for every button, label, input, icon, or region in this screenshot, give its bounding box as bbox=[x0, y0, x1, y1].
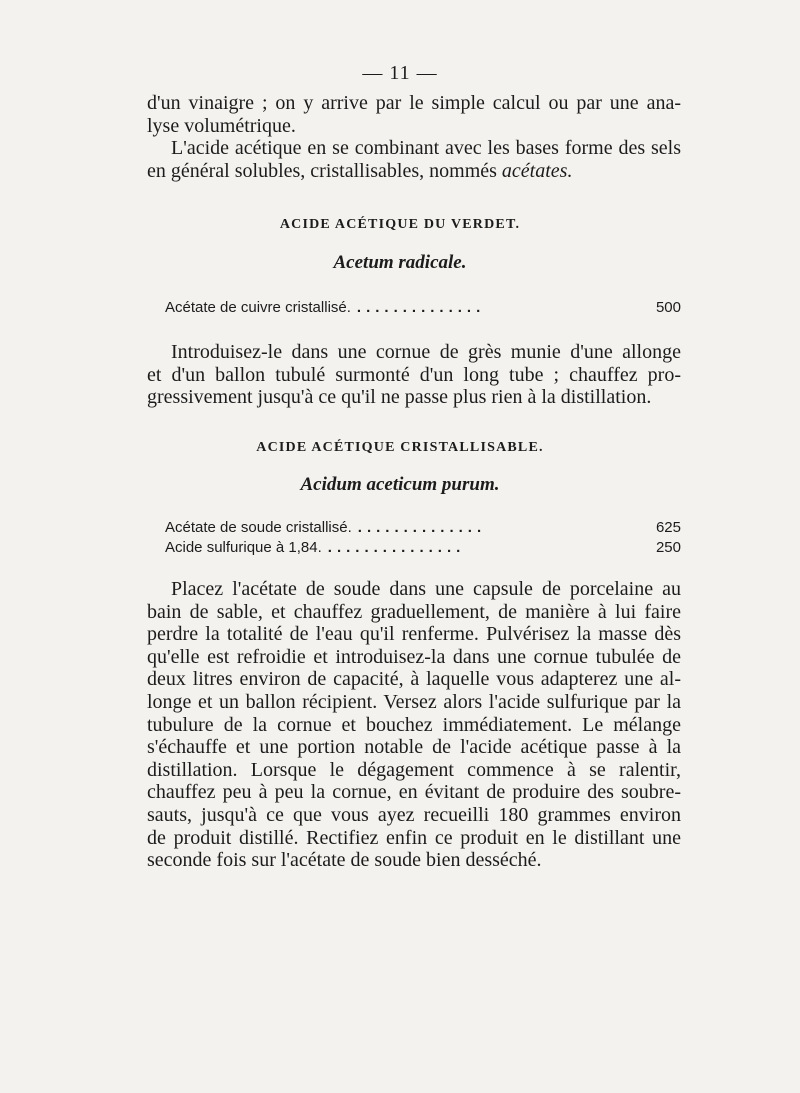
ingredient-row bbox=[165, 539, 681, 556]
text-line: longe et un ballon récipient. Versez alors l'acide sulfurique par la bbox=[147, 690, 681, 713]
section-heading-verdet: ACIDE ACÉTIQUE DU VERDET. bbox=[279, 217, 521, 232]
ingredient-row bbox=[165, 519, 681, 536]
ingredient-name: Acide sulfurique à 1,84. bbox=[165, 539, 322, 556]
latin-title-cristallisable: Acidum aceticum purum. bbox=[300, 474, 500, 495]
ingredient-quantity: 250 bbox=[655, 539, 681, 556]
text-line: bain de sable, et chauffez graduellement, de manière à lui faire bbox=[147, 600, 681, 623]
text-line: tubulure de la cornue et bouchez immédiatement. Le mélange bbox=[147, 713, 681, 736]
ingredient-quantity: 500 bbox=[655, 299, 681, 316]
text-line: Placez l'acétate de soude dans une capsule de porcelaine au bbox=[171, 578, 681, 600]
italic-term: acétates. bbox=[501, 159, 573, 182]
text-line: seconde fois sur l'acétate de soude bien desséché. bbox=[147, 849, 542, 872]
verdet-paragraph bbox=[147, 341, 681, 409]
text-line: s'échauffe et une portion notable de l'acide acétique passe à la bbox=[147, 736, 681, 759]
cristallisable-paragraph bbox=[147, 578, 681, 872]
text-line: gressivement jusqu'à ce qu'il ne passe plus rien à la distillation. bbox=[147, 386, 652, 409]
ingredient-quantity: 625 bbox=[655, 519, 681, 536]
leader-dots: .............. bbox=[357, 519, 487, 536]
text-line: d'un vinaigre ; on y arrive par le simple calcul ou par une ana- bbox=[147, 92, 681, 114]
ingredient-name: Acétate de soude cristallisé. bbox=[165, 519, 352, 536]
latin-title-verdet: Acetum radicale. bbox=[333, 252, 467, 273]
leader-dots: ............... bbox=[327, 539, 466, 556]
text-line: qu'elle est refroidie et introduisez-la dans une cornue tubulée de bbox=[147, 645, 681, 668]
text-line: deux litres environ de capacité, à laquelle vous adapterez une al- bbox=[147, 668, 681, 691]
text-line: perdre la totalité de l'eau qu'il renferme. Pulvérisez la masse dès bbox=[147, 623, 681, 646]
text-line bbox=[147, 160, 681, 183]
page-number: — 11 — bbox=[362, 62, 438, 84]
intro-paragraph bbox=[147, 92, 681, 182]
text-line: lyse volumétrique. bbox=[147, 114, 296, 137]
text-line: et d'un ballon tubulé surmonté d'un long tube ; chauffez pro- bbox=[147, 363, 681, 386]
section-heading-cristallisable: ACIDE ACÉTIQUE CRISTALLISABLE. bbox=[256, 440, 544, 455]
leader-dots: .............. bbox=[356, 299, 486, 316]
text-line: sauts, jusqu'à ce que vous ayez recueilli 180 grammes environ bbox=[147, 803, 681, 826]
text-line: L'acide acétique en se combinant avec les bases forme des sels bbox=[171, 137, 681, 160]
ingredient-name: Acétate de cuivre cristallisé. bbox=[165, 299, 351, 316]
text-line: Introduisez-le dans une cornue de grès munie d'une allonge bbox=[171, 341, 681, 363]
ingredient-row bbox=[165, 299, 681, 316]
text-fragment: en général solubles, cristallisables, nommés bbox=[147, 159, 502, 182]
text-line: chauffez peu à peu la cornue, en évitant de produire des soubre- bbox=[147, 781, 681, 804]
text-line: de produit distillé. Rectifiez enfin ce produit en le distillant une bbox=[147, 826, 681, 849]
text-line: distillation. Lorsque le dégagement commence à se ralentir, bbox=[147, 758, 681, 781]
